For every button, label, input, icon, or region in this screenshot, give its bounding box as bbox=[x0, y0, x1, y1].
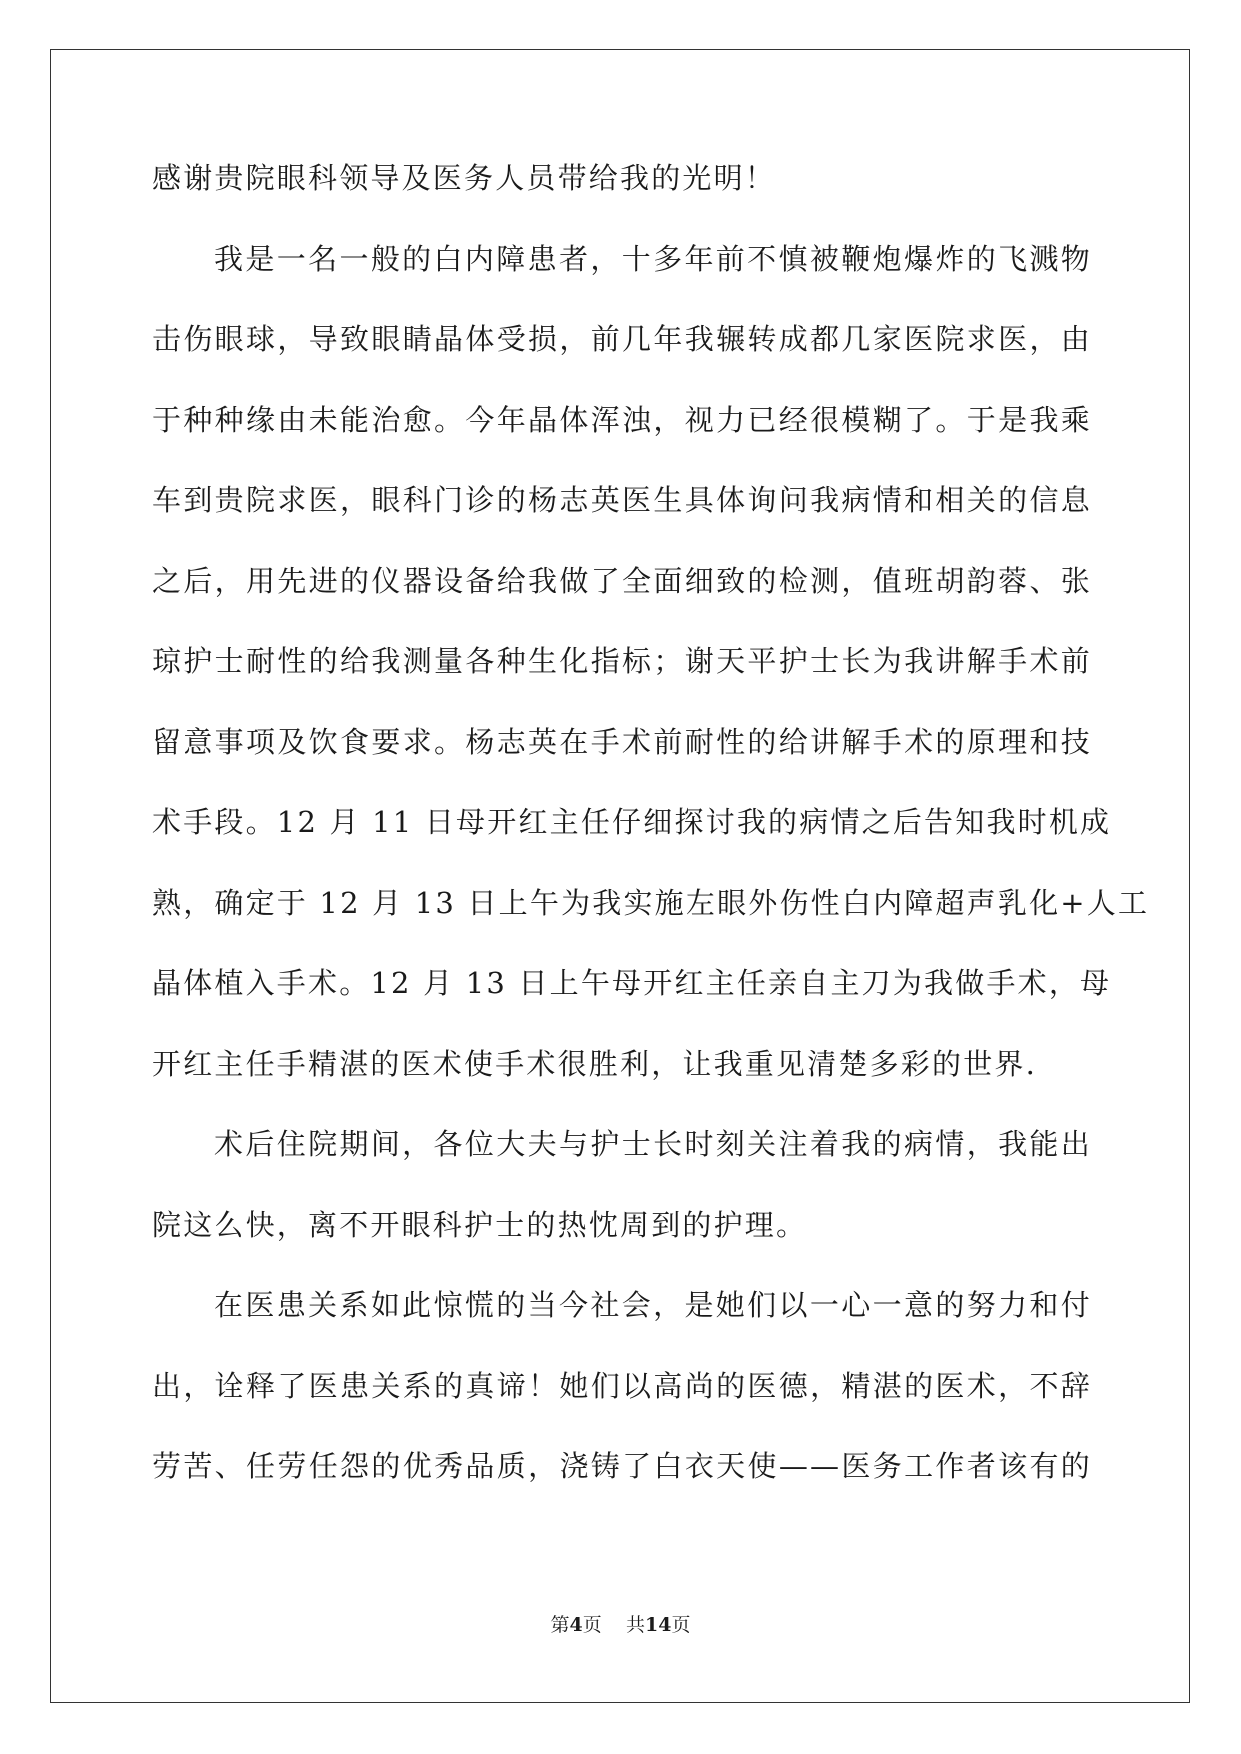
total-pages: 14 bbox=[644, 1614, 672, 1636]
text-line: 留意事项及饮食要求。杨志英在手术前耐性的给讲解手术的原理和技 bbox=[152, 724, 1092, 759]
text-line: 车到贵院求医，眼科门诊的杨志英医生具体询问我病情和相关的信息 bbox=[152, 483, 1092, 517]
text-line: 击伤眼球，导致眼睛晶体受损，前几年我辗转成都几家医院求医，由 bbox=[152, 322, 1092, 356]
text-line: 感谢贵院眼科领导及医务人员带给我的光明！ bbox=[152, 161, 777, 195]
footer-total-suffix: 页 bbox=[671, 1614, 691, 1636]
text-line: 开红主任手精湛的医术使手术很胜利，让我重见清楚多彩的世界. bbox=[152, 1046, 1038, 1081]
text-line: 术手段。12 月 11 日母开红主任仔细探讨我的病情之后告知我时机成 bbox=[152, 805, 1112, 839]
text-line: 院这么快，离不开眼科护士的热忱周到的护理。 bbox=[152, 1207, 808, 1242]
text-line: 我是一名一般的白内障患者，十多年前不慎被鞭炮爆炸的飞溅物 bbox=[214, 241, 1092, 276]
text-line: 琼护士耐性的给我测量各种生化指标；谢天平护士长为我讲解手术前 bbox=[152, 644, 1092, 678]
text-line: 晶体植入手术。12 月 13 日上午母开红主任亲自主刀为我做手术，母 bbox=[152, 966, 1112, 1000]
page-footer bbox=[0, 1610, 1241, 1637]
text-line: 术后住院期间，各位大夫与护士长时刻关注着我的病情，我能出 bbox=[214, 1127, 1092, 1161]
text-line: 劳苦、任劳任怨的优秀品质，浇铸了白衣天使——医务工作者该有的 bbox=[152, 1449, 1092, 1483]
text-line: 之后，用先进的仪器设备给我做了全面细致的检测，值班胡韵蓉、张 bbox=[152, 563, 1092, 598]
footer-page-suffix: 页 bbox=[582, 1614, 602, 1636]
page-number: 4 bbox=[569, 1614, 583, 1636]
text-line: 熟，确定于 12 月 13 日上午为我实施左眼外伤性白内障超声乳化+人工 bbox=[152, 885, 1150, 920]
document-body bbox=[152, 158, 1150, 1527]
text-line: 在医患关系如此惊慌的当今社会，是她们以一心一意的努力和付 bbox=[214, 1288, 1092, 1322]
text-line: 于种种缘由未能治愈。今年晶体浑浊，视力已经很模糊了。于是我乘 bbox=[152, 402, 1092, 437]
text-line: 出，诠释了医患关系的真谛！她们以高尚的医德，精湛的医术，不辞 bbox=[152, 1368, 1092, 1403]
footer-total-prefix: 共 bbox=[625, 1614, 645, 1636]
footer-prefix: 第 bbox=[550, 1614, 570, 1636]
